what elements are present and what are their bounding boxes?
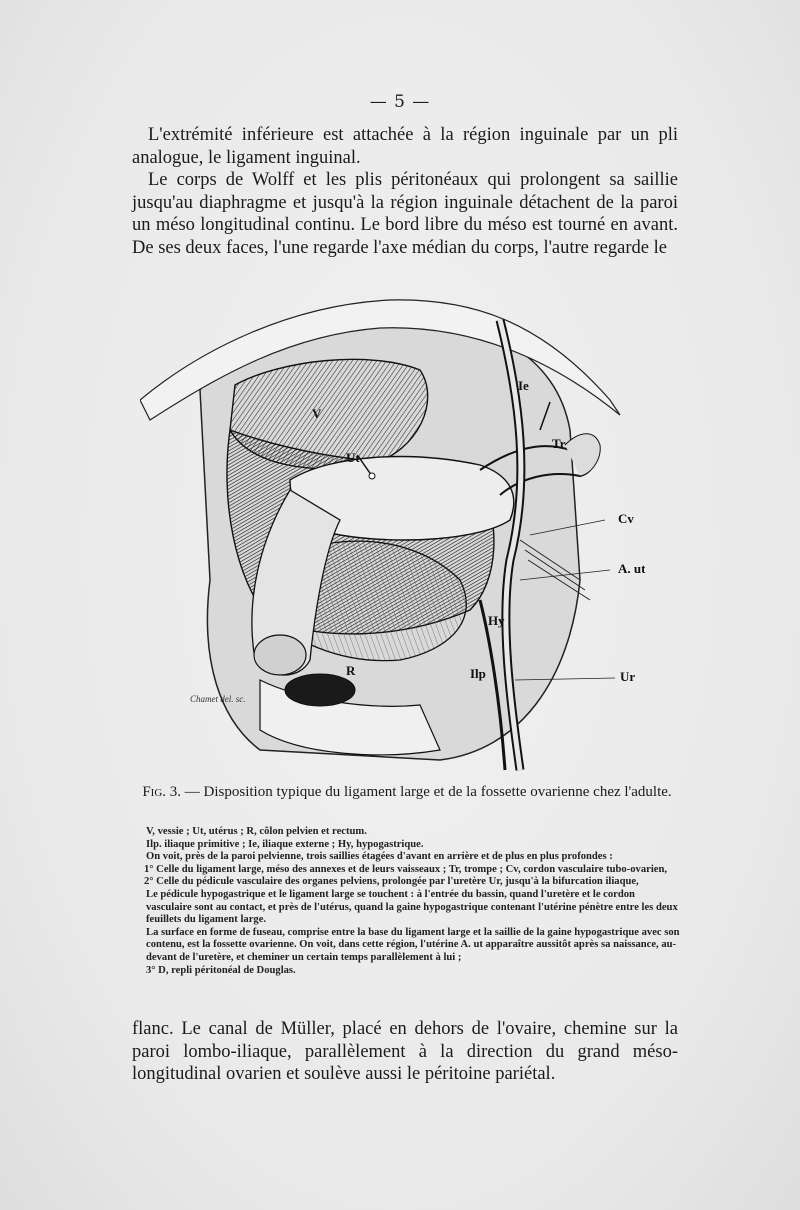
legend-line-8: 3° D, repli péritonéal de Douglas.	[146, 964, 296, 976]
label-a-ut: A. ut	[618, 561, 646, 576]
label-ie: Ie	[518, 378, 529, 393]
outro-paragraph: flanc. Le canal de Müller, placé en dehors de l'ovaire, chemine sur la paroi lombo-iliaque, parallèlement à la direction du grand méso-longitudinal ovarien et soulève aussi le péritoine pariétal.	[132, 1019, 678, 1085]
figure-caption	[134, 784, 680, 801]
legend-line-4: 1° Celle du ligament large, méso des annexes et de leurs vaisseaux ; Tr, trompe ; Cv, cordon vasculaire tubo-ovarien,	[144, 863, 668, 875]
legend-line-2: Ilp. iliaque primitive ; Ie, iliaque externe ; Hy, hypogastrique.	[146, 838, 424, 850]
label-hy: Hy	[488, 613, 505, 628]
label-r: R	[346, 663, 356, 678]
label-cv: Cv	[618, 511, 634, 526]
intro-paragraph-1: L'extrémité inférieure est attachée à la région inguinale par un pli analogue, le ligament inguinal.	[132, 125, 678, 168]
label-ilp: Ilp	[470, 666, 486, 681]
legend-line-1: V, vessie ; Ut, utérus ; R, côlon pelvien et rectum.	[146, 826, 367, 837]
anatomical-figure	[140, 280, 660, 775]
engraver-signature: Chamet del. sc.	[190, 694, 246, 704]
label-tr: Tr	[552, 436, 566, 451]
figure-number: Fig. 3.	[142, 784, 182, 800]
intro-paragraph-2: Le corps de Wolff et les plis péritonéaux qui prolongent sa saillie jusqu'au diaphragme et jusqu'à la région inguinale détachent de la paroi un méso longitudinal continu. Le bord libre du méso est tourné en avant. De ses deux faces, l'une regarde l'axe médian du corps, l'autre regarde le	[132, 170, 678, 258]
page-number: — 5 —	[369, 92, 431, 112]
legend-line-5: 2° Celle du pédicule vasculaire des organes pelviens, prolongée par l'uretère Ur, jusqu'à la bifurcation iliaque,	[144, 876, 639, 888]
caption-text: — Disposition typique du ligament large et de la fossette ovarienne chez l'adulte.	[184, 784, 672, 800]
legend-line-7: La surface en forme de fuseau, comprise entre la base du ligament large et la saillie de la gaine hypogastrique avec son contenu, est la fossette ovarienne. On voit, dans cette région, l'utérine A. ut apparaître aussitôt après sa naissance, au-devant de l'uretère, et cheminer un certain temps parallèlement à lui ;	[146, 926, 680, 963]
label-ur: Ur	[620, 669, 636, 684]
figure-legend	[146, 826, 680, 977]
legend-line-6: Le pédicule hypogastrique et le ligament large se touchent : à l'entrée du bassin, quand l'uretère et le cordon vasculaire sont au contact, et près de l'utérus, quand la gaine hypogastrique contenant l'utérine pénètre entre les deux feuillets du ligament large.	[146, 888, 678, 926]
figure-illustration	[140, 280, 660, 775]
cervix	[254, 635, 306, 675]
label-ut: Ut	[346, 450, 360, 465]
legend-line-3: On voit, près de la paroi pelvienne, trois saillies étagées d'avant en arrière et de plus en plus profondes :	[146, 851, 613, 863]
pin-ut-head	[369, 473, 375, 479]
label-v: V	[312, 406, 322, 421]
intro-text	[132, 124, 678, 260]
outro-text	[132, 1018, 678, 1086]
rectum-opening	[285, 674, 355, 706]
